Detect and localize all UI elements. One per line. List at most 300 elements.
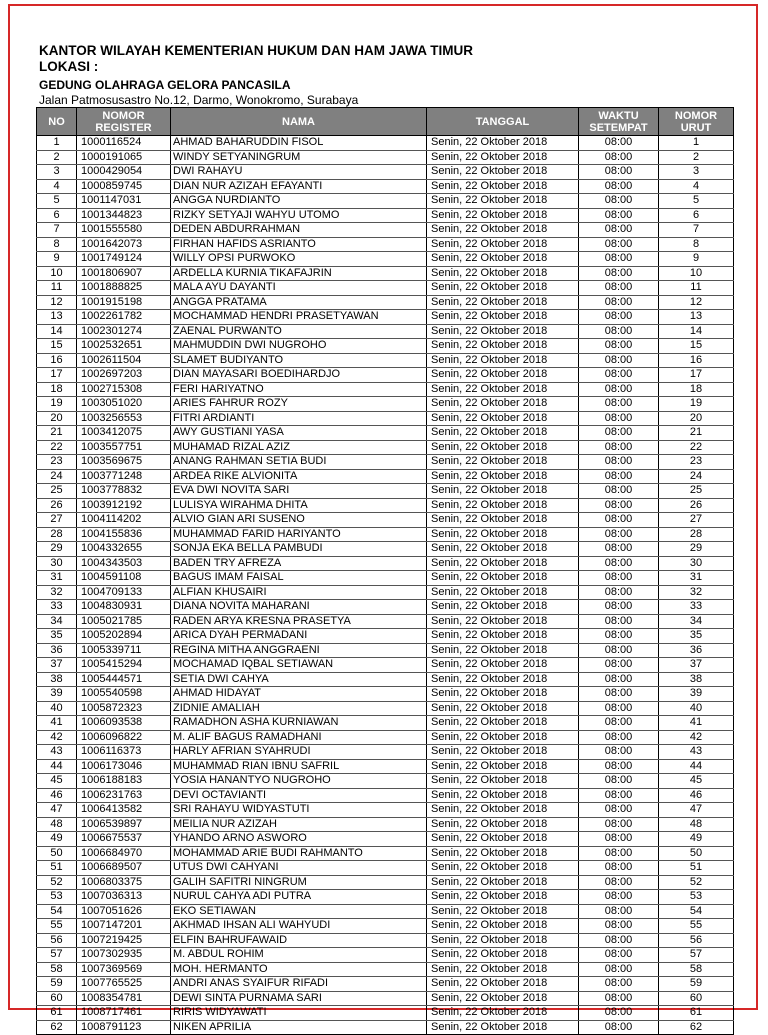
cell-nama: NURUL CAHYA ADI PUTRA <box>171 890 427 905</box>
cell-no: 41 <box>37 716 77 731</box>
cell-no: 22 <box>37 440 77 455</box>
cell-waktu: 08:00 <box>579 817 659 832</box>
table-row <box>37 687 734 702</box>
cell-tanggal: Senin, 22 Oktober 2018 <box>427 1020 579 1035</box>
cell-tanggal: Senin, 22 Oktober 2018 <box>427 774 579 789</box>
table-row <box>37 455 734 470</box>
cell-nama: MUHAMAD RIZAL AZIZ <box>171 440 427 455</box>
venue-address: Jalan Patmosusastro No.12, Darmo, Wonokromo, Surabaya <box>39 93 359 107</box>
col-waktu: WAKTU SETEMPAT <box>579 108 659 136</box>
cell-nama: ARDELLA KURNIA TIKAFAJRIN <box>171 266 427 281</box>
cell-register: 1007036313 <box>77 890 171 905</box>
venue-name: GEDUNG OLAHRAGA GELORA PANCASILA <box>39 78 291 92</box>
table-row <box>37 571 734 586</box>
cell-waktu: 08:00 <box>579 643 659 658</box>
cell-register: 1004709133 <box>77 585 171 600</box>
cell-register: 1006116373 <box>77 745 171 760</box>
cell-urut: 43 <box>659 745 734 760</box>
cell-register: 1005339711 <box>77 643 171 658</box>
cell-tanggal: Senin, 22 Oktober 2018 <box>427 658 579 673</box>
cell-nama: RIRIS WIDYAWATI <box>171 1006 427 1021</box>
cell-register: 1002611504 <box>77 353 171 368</box>
cell-tanggal: Senin, 22 Oktober 2018 <box>427 730 579 745</box>
cell-tanggal: Senin, 22 Oktober 2018 <box>427 150 579 165</box>
table-row <box>37 832 734 847</box>
office-title: KANTOR WILAYAH KEMENTERIAN HUKUM DAN HAM JAWA TIMUR <box>39 43 474 58</box>
cell-waktu: 08:00 <box>579 469 659 484</box>
cell-tanggal: Senin, 22 Oktober 2018 <box>427 803 579 818</box>
cell-waktu: 08:00 <box>579 890 659 905</box>
cell-nama: DEWI SINTA PURNAMA SARI <box>171 991 427 1006</box>
cell-tanggal: Senin, 22 Oktober 2018 <box>427 426 579 441</box>
cell-no: 43 <box>37 745 77 760</box>
cell-tanggal: Senin, 22 Oktober 2018 <box>427 904 579 919</box>
cell-waktu: 08:00 <box>579 397 659 412</box>
cell-waktu: 08:00 <box>579 585 659 600</box>
cell-waktu: 08:00 <box>579 861 659 876</box>
cell-urut: 11 <box>659 281 734 296</box>
cell-register: 1002715308 <box>77 382 171 397</box>
table-row <box>37 527 734 542</box>
cell-register: 1000859745 <box>77 179 171 194</box>
cell-register: 1003412075 <box>77 426 171 441</box>
table-body <box>37 136 734 1035</box>
cell-urut: 57 <box>659 948 734 963</box>
cell-register: 1000116524 <box>77 136 171 151</box>
cell-tanggal: Senin, 22 Oktober 2018 <box>427 600 579 615</box>
cell-nama: M. ABDUL ROHIM <box>171 948 427 963</box>
cell-tanggal: Senin, 22 Oktober 2018 <box>427 933 579 948</box>
cell-register: 1008354781 <box>77 991 171 1006</box>
cell-waktu: 08:00 <box>579 658 659 673</box>
table-row <box>37 629 734 644</box>
document-header <box>39 42 739 107</box>
cell-nama: M. ALIF BAGUS RAMADHANI <box>171 730 427 745</box>
cell-tanggal: Senin, 22 Oktober 2018 <box>427 846 579 861</box>
cell-waktu: 08:00 <box>579 716 659 731</box>
cell-waktu: 08:00 <box>579 513 659 528</box>
table-row <box>37 440 734 455</box>
cell-tanggal: Senin, 22 Oktober 2018 <box>427 832 579 847</box>
cell-no: 61 <box>37 1006 77 1021</box>
cell-nama: EVA DWI NOVITA SARI <box>171 484 427 499</box>
table-row <box>37 948 734 963</box>
cell-nama: RADEN ARYA KRESNA PRASETYA <box>171 614 427 629</box>
cell-nama: ANGGA NURDIANTO <box>171 194 427 209</box>
cell-urut: 46 <box>659 788 734 803</box>
cell-register: 1001888825 <box>77 281 171 296</box>
cell-waktu: 08:00 <box>579 875 659 890</box>
cell-no: 55 <box>37 919 77 934</box>
cell-urut: 48 <box>659 817 734 832</box>
table-row <box>37 353 734 368</box>
cell-no: 42 <box>37 730 77 745</box>
table-row <box>37 165 734 180</box>
cell-register: 1005872323 <box>77 701 171 716</box>
cell-register: 1004830931 <box>77 600 171 615</box>
cell-urut: 36 <box>659 643 734 658</box>
cell-no: 32 <box>37 585 77 600</box>
cell-register: 1006173046 <box>77 759 171 774</box>
cell-waktu: 08:00 <box>579 614 659 629</box>
cell-waktu: 08:00 <box>579 136 659 151</box>
col-tanggal: TANGGAL <box>427 108 579 136</box>
cell-nama: FITRI ARDIANTI <box>171 411 427 426</box>
cell-urut: 25 <box>659 484 734 499</box>
cell-nama: ARDEA RIKE ALVIONITA <box>171 469 427 484</box>
cell-no: 35 <box>37 629 77 644</box>
cell-urut: 54 <box>659 904 734 919</box>
cell-register: 1003912192 <box>77 498 171 513</box>
location-label: LOKASI : <box>39 59 99 74</box>
cell-urut: 60 <box>659 991 734 1006</box>
cell-urut: 55 <box>659 919 734 934</box>
cell-tanggal: Senin, 22 Oktober 2018 <box>427 672 579 687</box>
cell-waktu: 08:00 <box>579 774 659 789</box>
cell-waktu: 08:00 <box>579 252 659 267</box>
cell-no: 9 <box>37 252 77 267</box>
cell-no: 44 <box>37 759 77 774</box>
cell-register: 1003778832 <box>77 484 171 499</box>
cell-nama: DIAN NUR AZIZAH EFAYANTI <box>171 179 427 194</box>
cell-register: 1001806907 <box>77 266 171 281</box>
cell-nama: WILLY OPSI PURWOKO <box>171 252 427 267</box>
table-row <box>37 875 734 890</box>
cell-register: 1007051626 <box>77 904 171 919</box>
cell-no: 50 <box>37 846 77 861</box>
cell-nama: ALFIAN KHUSAIRI <box>171 585 427 600</box>
cell-urut: 13 <box>659 310 734 325</box>
cell-waktu: 08:00 <box>579 353 659 368</box>
cell-nama: DEVI OCTAVIANTI <box>171 788 427 803</box>
table-row <box>37 701 734 716</box>
cell-tanggal: Senin, 22 Oktober 2018 <box>427 716 579 731</box>
cell-nama: SONJA EKA BELLA PAMBUDI <box>171 542 427 557</box>
cell-register: 1007302935 <box>77 948 171 963</box>
cell-register: 1008791123 <box>77 1020 171 1035</box>
cell-nama: AHMAD BAHARUDDIN FISOL <box>171 136 427 151</box>
cell-no: 19 <box>37 397 77 412</box>
cell-register: 1001749124 <box>77 252 171 267</box>
cell-nama: FIRHAN HAFIDS ASRIANTO <box>171 237 427 252</box>
cell-register: 1007219425 <box>77 933 171 948</box>
schedule-table <box>36 107 734 1035</box>
cell-urut: 35 <box>659 629 734 644</box>
cell-waktu: 08:00 <box>579 150 659 165</box>
cell-nama: DWI RAHAYU <box>171 165 427 180</box>
cell-register: 1002532651 <box>77 339 171 354</box>
cell-tanggal: Senin, 22 Oktober 2018 <box>427 498 579 513</box>
cell-urut: 16 <box>659 353 734 368</box>
table-row <box>37 745 734 760</box>
cell-no: 36 <box>37 643 77 658</box>
cell-register: 1004114202 <box>77 513 171 528</box>
cell-nama: ARICA DYAH PERMADANI <box>171 629 427 644</box>
cell-tanggal: Senin, 22 Oktober 2018 <box>427 324 579 339</box>
cell-waktu: 08:00 <box>579 991 659 1006</box>
table-row <box>37 759 734 774</box>
cell-waktu: 08:00 <box>579 788 659 803</box>
cell-urut: 37 <box>659 658 734 673</box>
cell-no: 29 <box>37 542 77 557</box>
cell-waktu: 08:00 <box>579 672 659 687</box>
table-row <box>37 469 734 484</box>
cell-no: 21 <box>37 426 77 441</box>
cell-urut: 41 <box>659 716 734 731</box>
cell-no: 53 <box>37 890 77 905</box>
cell-waktu: 08:00 <box>579 701 659 716</box>
table-row <box>37 324 734 339</box>
cell-register: 1006413582 <box>77 803 171 818</box>
cell-tanggal: Senin, 22 Oktober 2018 <box>427 614 579 629</box>
table-row <box>37 977 734 992</box>
cell-urut: 61 <box>659 1006 734 1021</box>
cell-waktu: 08:00 <box>579 310 659 325</box>
cell-no: 23 <box>37 455 77 470</box>
cell-no: 2 <box>37 150 77 165</box>
cell-nama: AKHMAD IHSAN ALI WAHYUDI <box>171 919 427 934</box>
cell-tanggal: Senin, 22 Oktober 2018 <box>427 556 579 571</box>
cell-register: 1001147031 <box>77 194 171 209</box>
cell-waktu: 08:00 <box>579 527 659 542</box>
cell-waktu: 08:00 <box>579 237 659 252</box>
cell-urut: 26 <box>659 498 734 513</box>
table-row <box>37 716 734 731</box>
table-row <box>37 730 734 745</box>
cell-waktu: 08:00 <box>579 948 659 963</box>
cell-tanggal: Senin, 22 Oktober 2018 <box>427 440 579 455</box>
cell-urut: 2 <box>659 150 734 165</box>
cell-waktu: 08:00 <box>579 440 659 455</box>
col-nama: NAMA <box>171 108 427 136</box>
table-row <box>37 136 734 151</box>
cell-urut: 23 <box>659 455 734 470</box>
cell-no: 28 <box>37 527 77 542</box>
cell-waktu: 08:00 <box>579 687 659 702</box>
cell-urut: 1 <box>659 136 734 151</box>
cell-waktu: 08:00 <box>579 1006 659 1021</box>
table-row <box>37 890 734 905</box>
cell-tanggal: Senin, 22 Oktober 2018 <box>427 252 579 267</box>
cell-nama: SRI RAHAYU WIDYASTUTI <box>171 803 427 818</box>
cell-no: 20 <box>37 411 77 426</box>
cell-tanggal: Senin, 22 Oktober 2018 <box>427 948 579 963</box>
cell-nama: SETIA DWI CAHYA <box>171 672 427 687</box>
cell-register: 1007147201 <box>77 919 171 934</box>
cell-no: 46 <box>37 788 77 803</box>
cell-no: 10 <box>37 266 77 281</box>
cell-waktu: 08:00 <box>579 571 659 586</box>
cell-nama: ANDRI ANAS SYAIFUR RIFADI <box>171 977 427 992</box>
cell-urut: 34 <box>659 614 734 629</box>
cell-register: 1006188183 <box>77 774 171 789</box>
cell-tanggal: Senin, 22 Oktober 2018 <box>427 382 579 397</box>
cell-register: 1007765525 <box>77 977 171 992</box>
cell-register: 1005444571 <box>77 672 171 687</box>
col-urut: NOMOR URUT <box>659 108 734 136</box>
cell-no: 14 <box>37 324 77 339</box>
cell-waktu: 08:00 <box>579 426 659 441</box>
cell-register: 1003771248 <box>77 469 171 484</box>
table-row <box>37 643 734 658</box>
cell-tanggal: Senin, 22 Oktober 2018 <box>427 339 579 354</box>
table-header-row <box>37 108 734 136</box>
cell-register: 1005540598 <box>77 687 171 702</box>
cell-nama: DIANA NOVITA MAHARANI <box>171 600 427 615</box>
cell-waktu: 08:00 <box>579 542 659 557</box>
cell-tanggal: Senin, 22 Oktober 2018 <box>427 527 579 542</box>
cell-urut: 20 <box>659 411 734 426</box>
table-row <box>37 585 734 600</box>
cell-nama: DIAN MAYASARI BOEDIHARDJO <box>171 368 427 383</box>
table-row <box>37 542 734 557</box>
cell-urut: 42 <box>659 730 734 745</box>
cell-nama: MOH. HERMANTO <box>171 962 427 977</box>
cell-nama: RAMADHON ASHA KURNIAWAN <box>171 716 427 731</box>
cell-tanggal: Senin, 22 Oktober 2018 <box>427 194 579 209</box>
cell-tanggal: Senin, 22 Oktober 2018 <box>427 977 579 992</box>
cell-tanggal: Senin, 22 Oktober 2018 <box>427 208 579 223</box>
cell-urut: 5 <box>659 194 734 209</box>
cell-no: 11 <box>37 281 77 296</box>
table-row <box>37 788 734 803</box>
cell-register: 1005415294 <box>77 658 171 673</box>
table-row <box>37 672 734 687</box>
cell-urut: 52 <box>659 875 734 890</box>
cell-urut: 53 <box>659 890 734 905</box>
table-row <box>37 904 734 919</box>
cell-urut: 39 <box>659 687 734 702</box>
cell-tanggal: Senin, 22 Oktober 2018 <box>427 165 579 180</box>
table-row <box>37 817 734 832</box>
cell-register: 1001344823 <box>77 208 171 223</box>
cell-register: 1002697203 <box>77 368 171 383</box>
cell-nama: MEILIA NUR AZIZAH <box>171 817 427 832</box>
cell-urut: 6 <box>659 208 734 223</box>
cell-nama: ARIES FAHRUR ROZY <box>171 397 427 412</box>
cell-tanggal: Senin, 22 Oktober 2018 <box>427 179 579 194</box>
table-row <box>37 484 734 499</box>
cell-waktu: 08:00 <box>579 832 659 847</box>
cell-urut: 17 <box>659 368 734 383</box>
cell-register: 1007369569 <box>77 962 171 977</box>
cell-nama: NIKEN APRILIA <box>171 1020 427 1035</box>
table-row <box>37 614 734 629</box>
cell-no: 58 <box>37 962 77 977</box>
cell-waktu: 08:00 <box>579 933 659 948</box>
table-row <box>37 281 734 296</box>
cell-tanggal: Senin, 22 Oktober 2018 <box>427 788 579 803</box>
cell-tanggal: Senin, 22 Oktober 2018 <box>427 571 579 586</box>
cell-waktu: 08:00 <box>579 339 659 354</box>
table-row <box>37 556 734 571</box>
table-row <box>37 411 734 426</box>
cell-no: 31 <box>37 571 77 586</box>
cell-waktu: 08:00 <box>579 411 659 426</box>
cell-no: 62 <box>37 1020 77 1035</box>
cell-waktu: 08:00 <box>579 977 659 992</box>
cell-register: 1004591108 <box>77 571 171 586</box>
cell-no: 6 <box>37 208 77 223</box>
cell-tanggal: Senin, 22 Oktober 2018 <box>427 919 579 934</box>
cell-urut: 12 <box>659 295 734 310</box>
cell-nama: LULISYA WIRAHMA DHITA <box>171 498 427 513</box>
cell-register: 1004155836 <box>77 527 171 542</box>
cell-no: 12 <box>37 295 77 310</box>
cell-no: 39 <box>37 687 77 702</box>
cell-register: 1006689507 <box>77 861 171 876</box>
cell-tanggal: Senin, 22 Oktober 2018 <box>427 861 579 876</box>
cell-register: 1006684970 <box>77 846 171 861</box>
table-row <box>37 368 734 383</box>
cell-tanggal: Senin, 22 Oktober 2018 <box>427 266 579 281</box>
cell-tanggal: Senin, 22 Oktober 2018 <box>427 817 579 832</box>
cell-urut: 19 <box>659 397 734 412</box>
cell-waktu: 08:00 <box>579 904 659 919</box>
table-row <box>37 252 734 267</box>
cell-tanggal: Senin, 22 Oktober 2018 <box>427 745 579 760</box>
cell-tanggal: Senin, 22 Oktober 2018 <box>427 759 579 774</box>
cell-no: 40 <box>37 701 77 716</box>
table-row <box>37 919 734 934</box>
cell-no: 49 <box>37 832 77 847</box>
cell-nama: ZIDNIE AMALIAH <box>171 701 427 716</box>
cell-nama: WINDY SETYANINGRUM <box>171 150 427 165</box>
cell-waktu: 08:00 <box>579 281 659 296</box>
cell-tanggal: Senin, 22 Oktober 2018 <box>427 890 579 905</box>
cell-register: 1001642073 <box>77 237 171 252</box>
cell-tanggal: Senin, 22 Oktober 2018 <box>427 542 579 557</box>
cell-urut: 62 <box>659 1020 734 1035</box>
cell-nama: MALA AYU DAYANTI <box>171 281 427 296</box>
table-row <box>37 600 734 615</box>
cell-urut: 28 <box>659 527 734 542</box>
cell-no: 54 <box>37 904 77 919</box>
cell-waktu: 08:00 <box>579 846 659 861</box>
cell-no: 38 <box>37 672 77 687</box>
cell-register: 1006675537 <box>77 832 171 847</box>
table-row <box>37 846 734 861</box>
cell-urut: 15 <box>659 339 734 354</box>
cell-no: 17 <box>37 368 77 383</box>
cell-urut: 14 <box>659 324 734 339</box>
table-row <box>37 179 734 194</box>
cell-urut: 4 <box>659 179 734 194</box>
cell-waktu: 08:00 <box>579 759 659 774</box>
cell-urut: 51 <box>659 861 734 876</box>
cell-tanggal: Senin, 22 Oktober 2018 <box>427 1006 579 1021</box>
cell-register: 1006096822 <box>77 730 171 745</box>
cell-nama: MAHMUDDIN DWI NUGROHO <box>171 339 427 354</box>
table-row <box>37 962 734 977</box>
table-row <box>37 150 734 165</box>
cell-urut: 31 <box>659 571 734 586</box>
cell-urut: 56 <box>659 933 734 948</box>
cell-tanggal: Senin, 22 Oktober 2018 <box>427 455 579 470</box>
cell-nama: MUHAMMAD RIAN IBNU SAFRIL <box>171 759 427 774</box>
table-row <box>37 339 734 354</box>
cell-no: 37 <box>37 658 77 673</box>
cell-no: 30 <box>37 556 77 571</box>
cell-register: 1004332655 <box>77 542 171 557</box>
cell-register: 1002261782 <box>77 310 171 325</box>
cell-waktu: 08:00 <box>579 556 659 571</box>
cell-tanggal: Senin, 22 Oktober 2018 <box>427 353 579 368</box>
table-row <box>37 266 734 281</box>
table-row <box>37 295 734 310</box>
cell-tanggal: Senin, 22 Oktober 2018 <box>427 962 579 977</box>
cell-no: 34 <box>37 614 77 629</box>
